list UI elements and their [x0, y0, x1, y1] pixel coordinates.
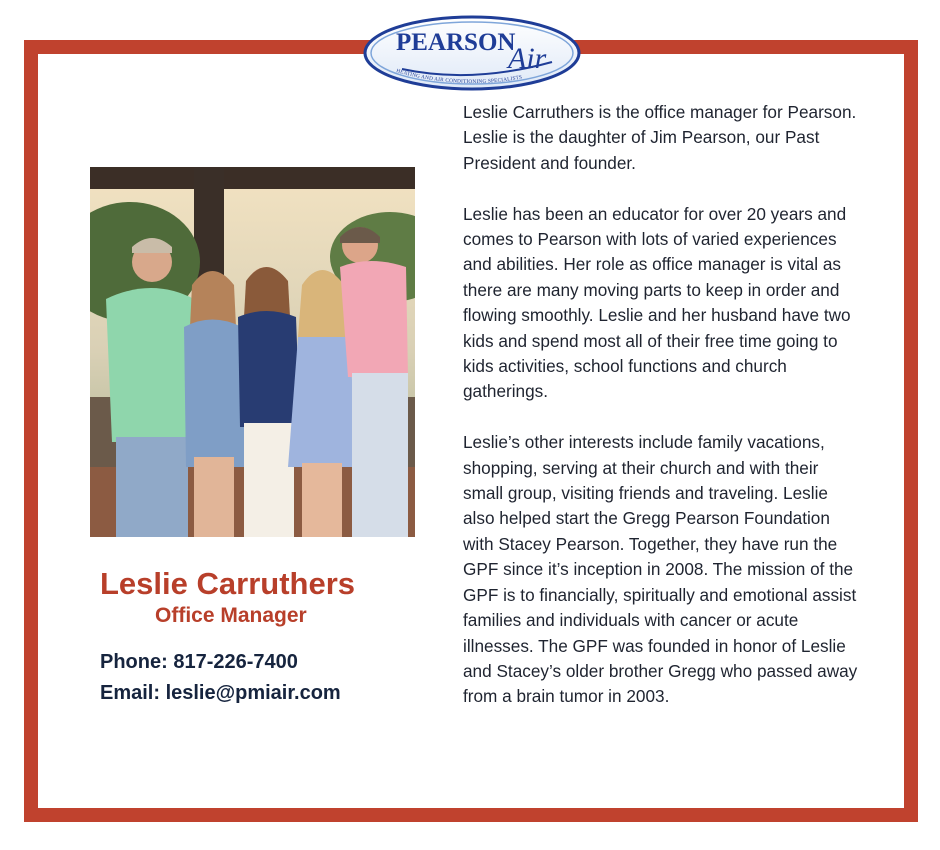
family-photo-icon	[90, 167, 415, 537]
profile-name: Leslie Carruthers	[100, 566, 355, 601]
family-photo	[90, 167, 415, 537]
bio-paragraph-2: Leslie has been an educator for over 20 years and comes to Pearson with lots of varied experiences and abilities. Her role as office manager is vital as there are many moving parts to keep in order and flowing smoothly. Leslie and her husband have two kids and spend most all of their free time going to kids activities, school functions and church gatherings.	[463, 203, 851, 402]
logo-tagline: HEATING AND AIR CONDITIONING SPECIALISTS	[395, 68, 523, 86]
logo-brand-text: PEARSON	[396, 29, 516, 56]
phone-contact[interactable]: Phone: 817-226-7400	[100, 651, 298, 673]
bio-paragraph-1: Leslie Carruthers is the office manager for Pearson. Leslie is the daughter of Jim Pearson, our Past President and founder.	[463, 102, 857, 173]
email-contact[interactable]: Email: leslie@pmiair.com	[100, 682, 341, 704]
bio-section	[463, 100, 863, 710]
pearson-air-logo-icon	[362, 14, 582, 92]
logo-air-text: Air	[508, 42, 547, 75]
profile-title: Office Manager	[155, 604, 307, 627]
bio-paragraph-3: Leslie’s other interests include family vacations, shopping, serving at their church and with their small group, visiting friends and traveling. Leslie also helped start the Gregg Pearson Foundation with Stacey Pearson. Together, they have run the GPF since it’s inception in 2008. The mission of the GPF is to financially, spiritually and emotional assist families and individuals with cancer or acute illnesses. The GPF was founded in honor of Leslie and Stacey’s older brother Gregg who passed away from a brain tumor in 2003.	[463, 432, 858, 707]
